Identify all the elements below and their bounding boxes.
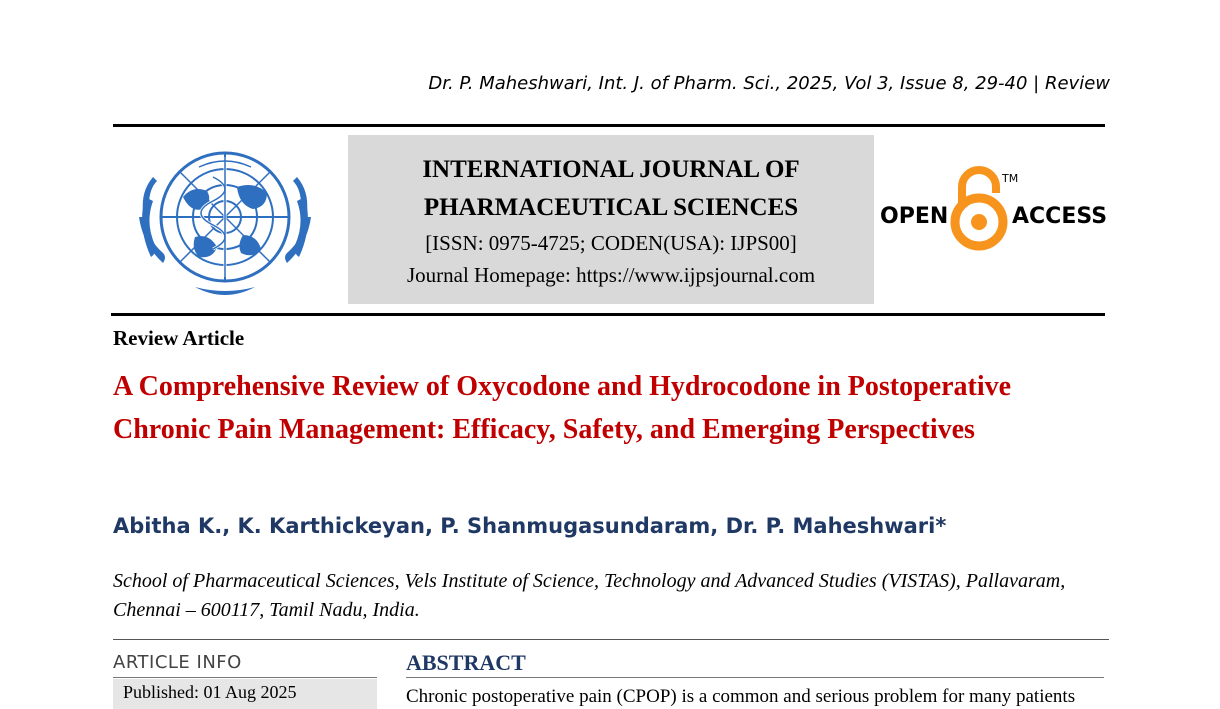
- article-info-heading: ARTICLE INFO: [113, 652, 242, 673]
- journal-homepage[interactable]: Journal Homepage: https://www.ijpsjournal.com: [406, 263, 816, 287]
- running-header: Dr. P. Maheshwari, Int. J. of Pharm. Sci., 2025, Vol 3, Issue 8, 29-40 | Review: [428, 73, 1110, 94]
- author-list: Abitha K., K. Karthickeyan, P. Shanmugasundaram, Dr. P. Maheshwari*: [113, 514, 947, 538]
- article-info-rule: [113, 677, 377, 678]
- open-lock-icon: [955, 170, 1003, 246]
- journal-name-line1: INTERNATIONAL JOURNAL OF: [422, 156, 800, 183]
- published-date: Published: 01 Aug 2025: [123, 682, 297, 702]
- article-type: Review Article: [113, 326, 245, 350]
- open-access-logo: [880, 165, 1110, 255]
- abstract-rule: [406, 677, 1104, 678]
- issn-line: [ISSN: 0975-4725; CODEN(USA): IJPS00]: [425, 231, 797, 255]
- journal-logo-emblem: [125, 137, 325, 305]
- masthead-bottom-rule: [111, 313, 1105, 316]
- journal-masthead: [348, 135, 874, 304]
- trademark-symbol: TM: [1002, 172, 1019, 185]
- open-word: OPEN: [880, 204, 949, 229]
- top-rule: [113, 124, 1105, 127]
- access-word: ACCESS: [1012, 204, 1108, 229]
- journal-name-line2: PHARMACEUTICAL SCIENCES: [423, 194, 799, 221]
- journal-name: [348, 151, 874, 227]
- abstract-heading: ABSTRACT: [406, 650, 526, 675]
- abstract-text: Chronic postoperative pain (CPOP) is a common and serious problem for many patients: [406, 686, 1076, 707]
- author-affiliation: School of Pharmaceutical Sciences, Vels Institute of Science, Technology and Advanced Studies (VISTAS), Pallavaram, Chennai – 600117, Tamil Nadu, India.: [113, 570, 1066, 621]
- section-divider: [113, 639, 1109, 640]
- article-title: A Comprehensive Review of Oxycodone and Hydrocodone in Postoperative Chronic Pain Management: Efficacy, Safety, and Emerging Perspectives: [113, 371, 1012, 445]
